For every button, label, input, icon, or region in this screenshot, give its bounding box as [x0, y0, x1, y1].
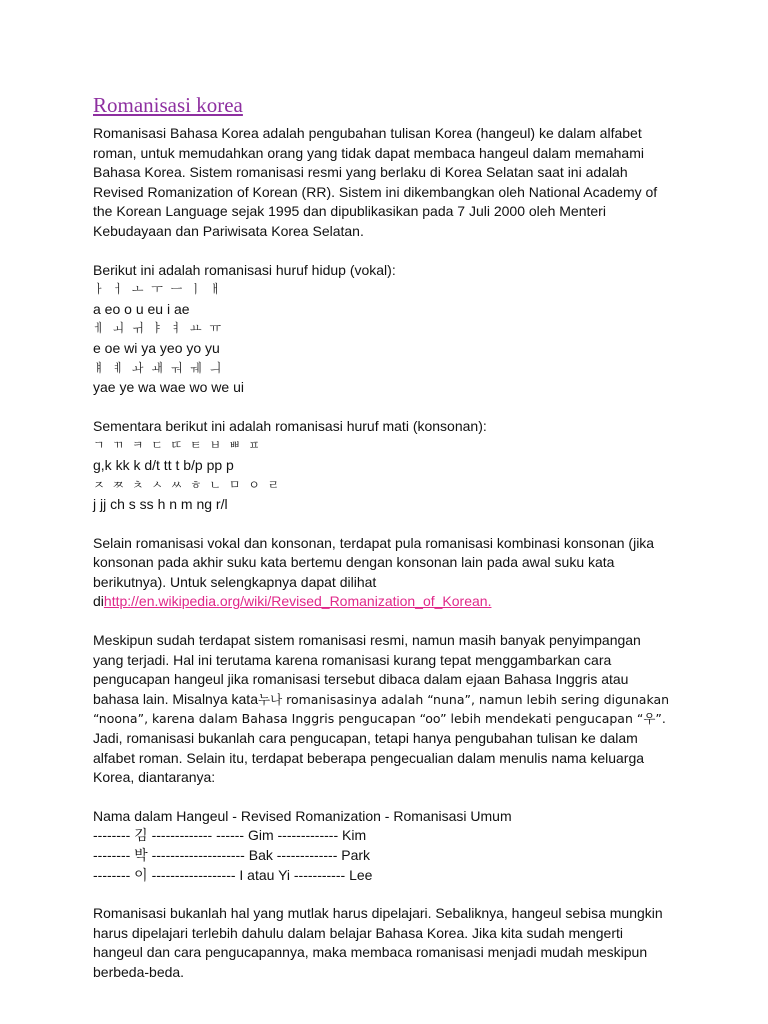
text-line [93, 592, 693, 612]
vowel-roman-row: e oe wi ya yeo yo yu [93, 339, 220, 356]
consonant-hangeul-row: ㅈ ㅉ ㅊ ㅅ ㅆ ㅎ ㄴ ㅁ ㅇ ㄹ [93, 477, 282, 492]
vowel-section [93, 261, 693, 398]
text-line: the Korean Language sejak 1995 dan dipublikasikan pada 7 Juli 2000 oleh Menteri [93, 203, 606, 220]
text-segment: bahasa lain. Misalnya kata [93, 690, 258, 707]
vowel-roman-row: yae ye wa wae wo we ui [93, 379, 244, 396]
text-line: Korea, diantaranya: [93, 769, 216, 786]
names-table-row: -------- 이 ------------------ I atau Yi ----------- Lee [93, 866, 373, 883]
intro-paragraph [93, 124, 693, 242]
text-line: harus dipelajari terlebih dahulu dalam belajar Bahasa Korea. Jika kita sudah mengerti [93, 924, 623, 941]
text-line: pengucapan hangeul jika romanisasi tersebut dibaca dalam ejaan Bahasa Inggris atau [93, 671, 629, 688]
text-line: berikutnya). Untuk selengkapnya dapat dilihat [93, 573, 377, 590]
vowel-roman-row: a eo o u eu i ae [93, 300, 190, 317]
text-line: alfabet roman. Selain itu, terdapat beberapa pengecualian dalam menulis nama keluarga [93, 749, 645, 766]
text-line: Revised Romanization of Korean (RR). Sistem ini dikembangkan oleh National Academy of [93, 183, 658, 200]
consonant-hangeul-row: ㄱ ㄲ ㅋ ㄷ ㄸ ㅌ ㅂ ㅃ ㅍ [93, 438, 262, 453]
consonant-roman-row: j jj ch s ss h n m ng r/l [93, 496, 228, 513]
text-line: Selain romanisasi vokal dan konsonan, terdapat pula romanisasi kombinasi konsonan (jika [93, 534, 655, 551]
text-line: Romanisasi Bahasa Korea adalah pengubahan tulisan Korea (hangeul) ke dalam alfabet [93, 125, 642, 141]
page-title: Romanisasi korea [93, 93, 243, 117]
deviation-paragraph [93, 631, 693, 788]
text-line: Romanisasi bukanlah hal yang mutlak harus dipelajari. Sebaliknya, hangeul sebisa mungkin [93, 905, 663, 922]
consonant-roman-row: g,k kk k d/t tt t b/p pp p [93, 456, 234, 473]
names-table [93, 807, 693, 885]
consonant-heading: Sementara berikut ini adalah romanisasi huruf mati (konsonan): [93, 417, 487, 434]
text-line: Kebudayaan dan Pariwisata Korea Selatan. [93, 222, 364, 239]
wikipedia-link[interactable]: http://en.wikipedia.org/wiki/Revised_Romanization_of_Korean. [103, 593, 492, 610]
closing-paragraph [93, 904, 693, 982]
text-line: Bahasa Korea. Sistem romanisasi resmi yang berlaku di Korea Selatan saat ini adalah [93, 164, 628, 181]
names-table-header: Nama dalam Hangeul - Revised Romanization - Romanisasi Umum [93, 807, 512, 824]
text-line: Meskipun sudah terdapat sistem romanisasi resmi, namun masih banyak penyimpangan [93, 632, 641, 649]
consonant-section [93, 417, 693, 515]
document-body [93, 124, 693, 983]
text-line: Jadi, romanisasi bukanlah cara pengucapan, tetapi hanya pengubahan tulisan ke dalam [93, 730, 638, 747]
text-line: berbeda-beda. [93, 963, 185, 980]
vowel-hangeul-row: ㅒ ㅖ ㅘ ㅙ ㅝ ㅞ ㅢ [93, 360, 224, 375]
text-line [93, 690, 693, 710]
text-line: hangeul dan cara pengucapannya, maka membaca romanisasi menjadi mudah meskipun [93, 944, 648, 961]
vowel-heading: Berikut ini adalah romanisasi huruf hidup (vokal): [93, 261, 396, 278]
text-line: “noona”, karena dalam Bahasa Inggris pengucapan “oo” lebih mendekati pengucapan “우”. [93, 711, 666, 727]
text-segment: 누나 romanisasinya adalah “nuna”, namun lebih sering digunakan [258, 691, 670, 707]
text-line: konsonan pada akhir suku kata bertemu dengan konsonan lain pada awal suku kata [93, 554, 615, 571]
vowel-hangeul-row: ㅏ ㅓ ㅗ ㅜ ㅡ ㅣ ㅐ [93, 282, 224, 297]
combination-paragraph [93, 534, 693, 612]
names-table-row: -------- 박 -------------------- Bak ------------- Park [93, 847, 371, 863]
names-table-row: -------- 김 ------------- ------ Gim ------------- Kim [93, 827, 367, 844]
link-prefix: di [93, 593, 104, 610]
text-line: yang terjadi. Hal ini terutama karena romanisasi kurang tepat menggambarkan cara [93, 651, 612, 668]
vowel-hangeul-row: ㅔ ㅚ ㅟ ㅑ ㅕ ㅛ ㅠ [93, 321, 224, 336]
text-line: roman, untuk memudahkan orang yang tidak dapat membaca hangeul dalam memahami [93, 144, 644, 161]
